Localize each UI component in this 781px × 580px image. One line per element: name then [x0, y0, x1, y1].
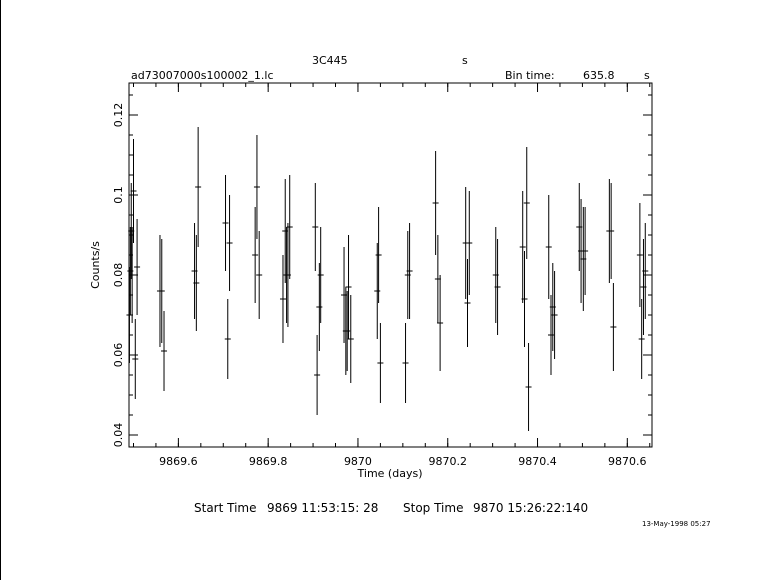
y-tick-label: 0.12 — [112, 102, 125, 128]
data-point — [227, 195, 233, 291]
data-point — [377, 323, 383, 403]
x-tick-label: 9870.2 — [428, 455, 467, 468]
y-tick-label: 0.06 — [112, 342, 125, 368]
y-tick-label: 0.08 — [112, 262, 125, 288]
data-point — [256, 231, 262, 319]
file-name: ad73007000s100002_1.lc — [131, 69, 274, 82]
x-axis-label: Time (days) — [357, 467, 423, 480]
data-point — [312, 183, 318, 271]
data-point — [223, 175, 229, 271]
object-unit: s — [462, 54, 468, 67]
x-tick-label: 9869.8 — [248, 455, 288, 468]
data-point — [546, 195, 552, 299]
data-point — [195, 127, 201, 247]
data-point — [403, 323, 409, 403]
data-point — [526, 343, 532, 431]
data-point — [374, 243, 380, 339]
data-point — [610, 283, 616, 371]
data-point — [637, 203, 643, 307]
x-tick-label: 9870.4 — [518, 455, 557, 468]
bin-time-label: Bin time: — [505, 69, 555, 82]
data-point — [318, 227, 324, 323]
stop-time-value: 9870 15:26:22:140 — [473, 501, 589, 515]
y-tick-label: 0.1 — [112, 186, 125, 204]
x-tick-label: 9869.6 — [159, 455, 198, 468]
start-time-value: 9869 11:53:15: 28 — [267, 501, 379, 515]
axis-ticks — [112, 83, 652, 468]
data-point — [524, 147, 530, 259]
bin-time-unit: s — [644, 69, 650, 82]
y-axis-label: Counts/s — [89, 241, 102, 289]
y-tick-label: 0.04 — [112, 422, 125, 448]
x-tick-label: 9870.6 — [608, 455, 647, 468]
data-point — [132, 319, 138, 399]
x-tick-label: 9870 — [343, 455, 372, 468]
plot-frame — [129, 83, 652, 447]
data-point — [225, 299, 231, 379]
start-time-label: Start Time — [194, 501, 257, 515]
data-points — [126, 127, 648, 431]
plot-timestamp: 13-May-1998 05:27 — [642, 520, 711, 528]
data-point — [344, 291, 350, 371]
object-name: 3C445 — [312, 54, 348, 67]
stop-time-label: Stop Time — [403, 501, 464, 515]
data-point — [126, 267, 132, 363]
bin-time-value: 635.8 — [583, 69, 615, 82]
data-point — [376, 207, 382, 303]
data-point — [134, 219, 140, 315]
